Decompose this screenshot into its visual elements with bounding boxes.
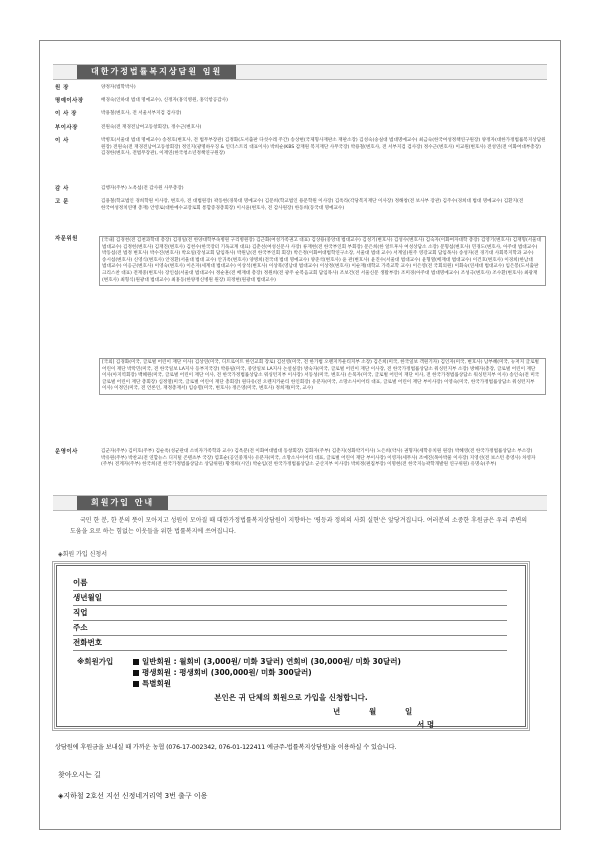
membership-header — [53, 495, 547, 511]
form-field-phone[interactable]: 전화번호 — [73, 636, 507, 651]
officer-label: 고 문 — [55, 199, 69, 205]
officer-text: 박병호(서울대 법대 명예교수) 송정호(변호사, 전 법무부장관) 김정화(도서출판 다섯수레 주간) 송상현(국제형사재판소 재판소장) 김성숙(숭실대 법대명예교수) 최금숙(한국여성정책연구원장) 양정자(대한가정법률복지상담원 원장) 전원숙(전 재경전남여고동창회장) 정인지(광명하우징 & 인더스트리 대표이사) 박희순(KBS 감재원 복지재단 사무국장) 박용철(변호사, 전 서부지검 검사장) 정수근(변호사) 이교원(변호사) 전성연(전 이화여대부총장) 김경한(변호사, 전법무장관), 이재연(한국청소년정책연구원장) — [101, 138, 546, 157]
option-regular-label: 일반회원 : 월회비 (3,000원/ 미화 3달러) 연회비 (30,000원/ 미화 30달러) — [142, 657, 401, 666]
option-special[interactable] — [133, 678, 171, 689]
officer-text: [국외] 김경화(미국, 글로벌 어린이 재단 이사) 김상연(미국, 디트로이트 한인교회 장로) 김선영(미국, 전 한가법 오렌지카운티지부 소장) 김은희(미국, 한국일보 객원기자) 김인자(미국, 변호사) 남부혜(미국, 뉴저지 글로벌 어린이 재단 박막민(미국, 전 한국일보 LA지사 등부지국장) 박용필(미국, 중앙일보 LA지사 논설실장) 방숙자(미국, 글로벌 어린이 재단 이사장, 전 한국가정법률상담소 워싱턴지부 소장) 방혜자(총장, 글로벌 어린이 재단 이사(아지역회장) 백혜원(미국, 글로벌 어린이 재단 이사, 전 한국가정법률상담소 워싱턴지부 이사장) 서동성(미국, 변호사) 손묵자(미국, 글로벌 어린이 재단 이사, 전 한국가정법률상담소 워싱턴지부 이사) 송인숙(전 미국 글로벌 어린이 재단 총회장) 심정열(미국, 글로벌 어린이 재단 총회장) 원다유(전 오렌지카운티 한인회장) 유분자(미국, 소망소사이어티 대표, 글로벌 어린이 재단 부이사장) 이영숙(미국, 한국가정법률상담소 워싱턴지부 이사) 이정인(미국, 전 언론인, 재정총재서) 임승렬(미국, 변호사) 정은영(미국, 변호사) 정희재(미국, 교수) — [99, 358, 546, 395]
option-lifetime-label: 평생회원 : 평생회비 (300,000원/ 미화 300달러) — [142, 668, 312, 677]
officer-text: 김용철(학교법인 경희학원 이사장, 변호사, 전 대법원장) 곽동현(경북대 명예교수) 김문희(학교법인 용문학원 이사장) 김옥라(각당복지재단 이사장) 정해창(전 보사부 장관) 김주수(경희대 법대 명예교수) 김환지(전 한국여성정치연맹 총재) 안영로(대한예수교장로회 통합증경총회장) 이시윤(변호사, 전 감사원장) 한동희(동국대 명예교수) — [101, 199, 524, 211]
officer-text: 김군자(주부) 김미호(주부) 김순옥(성균관대 소비자가족학과 교수) 김옥분(전 이화여대법대 동창회장) 김화자(주부) 김춘지(성화약기이사) 노은희(약사) 권형자(세학유치원 원장) 박혜영(전 한국가정법률상담소 부소장) 박유원(주부) 박찬교(전 연합뉴스 디지털 콘텐츠부 국장) 염효순(공인중개사) 유분자(미국, 소망소사이어티 대표, 글로벌 어린이 재단 부이사장) 이영자(세무사) 조예진(목아박물 이사장) 지영선(전 보스턴 총영사) 차영자(주부) 전계자(주부) 한국희(전 한국가정법률상담소 상담위원) 황정희(시인) 박순임(전 한국가정법률상담소 군산지부 이사장) 박희정(편집부장) 이명현(전 한국지능곽학개발원 연구위원) 유명숙(주부) — [101, 449, 536, 468]
officer-text: 전원숙(전 재경전남여고동창회장), 정수근(변호사) — [101, 125, 202, 130]
intro-text: 국민 한 분, 한 분의 뜻이 모아지고 성원이 모아질 때 대한가정법률복지상담원이 지향하는 '평등과 정의의 사회 실현'은 앞당겨집니다. 여러분의 소중한 후원금은 우리 주변의 도움을 요로 하는 힘없는 이웃들을 위한 법률복지에 쓰여집니다. — [70, 517, 528, 535]
officer-text: [국내] 김경천(전 김천과학대 총장) 김경일(전 한양대학부속병원 구리병원장) 김근화(여성가족권고 대표) 김상용(중앙대 법대교수) 김성기(변호사) 김성수(변호사) 김숙자(이화여자대학 총장) 김영기(변호사) 김재형(서울대 법대교수) 김정헌(변호사) 김재진(변호사) 김천수(한국장터 기독교계 대표) 김춘선(여성신문사 사장) 류재현(전 한국부인회 부회장) 문은희(한 알트후사 여성상담소 소장) 문형섭(변호사) 민경도(변호사, 아주대 법대교수) 박동섭(전 법정 변호사) 박수진(변호사) 박요일(강성교회 담임목사) 박원남(전 한국부인회 회장) 박은정(이화여대법학연구소장, 서울대 법대 교수) 서계일(원주 영강교회 담임목사) 송성자(전 경기대 사회복지학과 교수) 송시섭(변호사) 신영식(변호사) 안경환(서울대 법대 교수) 안귀옥(변호사) 양병희(전국대 법대 명예교수) 양준석(변호사) 윤 관(변호사) 윤진수(서울대 법대교수) 윤형열(베재대 법대교수) 이건호(변호사) 이경희(한남대 법대교수) 이응근(변호사) 이영숙(변호사) 이온자(세계대 법대교수) 이상석(변호사) 이상묵(영남대 법대교수) 이상정(변호사) 이순재(대학교 가족교학 교수) 이은영(전 국회의원) 이화숙(연세대 법대교수) 임은봉(도서출판 크리스찬 대표) 전재중(변호사) 장인섭(서울대 법대교수) 정순훈(전 배재대 총장) 정원희(전 광주 순복음교회 담임목사) 조보건(전 서울신문 생활부장) 조미경(아주대 법대명예교수) 조성극(변호사) 조수환(변호사) 최광재(변호사) 최형식(원광대 법대교수) 최홍동(한양정신병원 원장) 피정현(원광대 법대교수) — [99, 236, 546, 286]
membership-form — [56, 565, 526, 727]
officer-text: 배경숙(인하대 법대 명예교수), 신정자(홍익병원, 홍익항공감사) — [101, 98, 228, 103]
date-month: 월 — [369, 707, 377, 716]
form-caption: ◈회원 가입 신청서 — [58, 551, 108, 558]
officer-text: 박용철(변호사, 전 서울서부지검 검사장) — [101, 111, 182, 116]
officer-label: 이 사 — [55, 138, 69, 144]
form-field-birthdate[interactable]: 생년월일 — [73, 591, 507, 606]
date-year: 년 — [333, 707, 341, 716]
checkbox-icon[interactable] — [133, 681, 139, 687]
signature-label[interactable]: 서 명 — [417, 720, 435, 729]
option-lifetime[interactable] — [133, 667, 312, 678]
membership-type-label: ※회원가입 — [77, 657, 114, 666]
officer-label: 이 사 장 — [55, 111, 77, 117]
officer-label: 명예이사장 — [55, 98, 84, 104]
checkbox-icon[interactable] — [133, 670, 139, 676]
form-field-address[interactable]: 주소 — [73, 621, 507, 636]
form-field-name[interactable]: 이름 — [73, 576, 507, 591]
officer-label: 부이사장 — [55, 125, 78, 131]
pledge-text: 본인은 귀 단체의 회원으로 가입을 신청합니다. — [214, 693, 368, 702]
officer-label: 감 사 — [55, 186, 69, 192]
option-regular[interactable] — [133, 656, 401, 667]
checkbox-icon[interactable] — [133, 659, 139, 665]
directions-title: 찾아오시는 길 — [58, 771, 101, 779]
directions-text: ◈지하철 2호선 지선 신정네거리역 3번 출구 이용 — [58, 792, 208, 800]
officers-title: 대한가정법률복지상담원 임원 — [77, 65, 236, 79]
option-special-label: 특별회원 — [142, 679, 171, 688]
officer-text: 김행자(주부) 노옥섭(전 감사원 사무총장) — [101, 186, 184, 191]
bank-note: 상담원에 후원금을 보내실 때 가까운 농협 (076-17-002342, 076-01-122411 예금주-법률복지상담원)을 이용하실 수 있습니다. — [55, 744, 397, 751]
membership-title: 회원가입 안내 — [77, 496, 168, 510]
officer-label: 운영이사 — [55, 449, 78, 455]
officer-label: 원 장 — [55, 85, 69, 91]
date-day: 일 — [405, 707, 413, 716]
officers-header — [53, 64, 547, 80]
form-field-occupation[interactable]: 직업 — [73, 606, 507, 621]
officer-label: 자문위원 — [55, 236, 78, 242]
page-frame — [39, 40, 561, 830]
officer-text: 양정자(법학박사) — [101, 85, 136, 90]
